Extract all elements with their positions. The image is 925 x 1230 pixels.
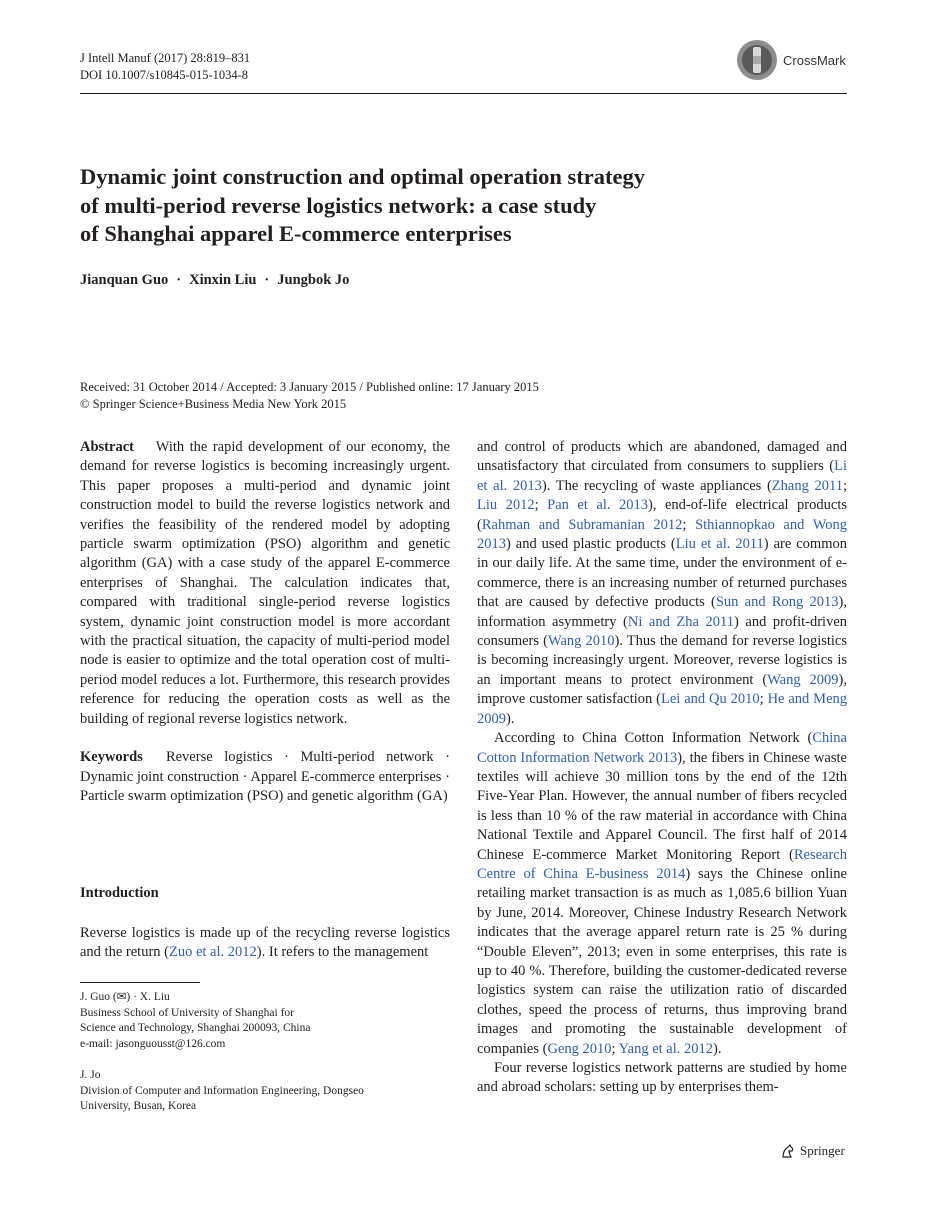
keywords-label: Keywords xyxy=(80,749,143,766)
author-list: Jianquan Guo · Xinxin Liu · Jungbok Jo xyxy=(80,272,350,288)
citation-link[interactable]: Wang 2009 xyxy=(767,671,839,688)
doi[interactable]: DOI 10.1007/s10845-015-1034-8 xyxy=(80,68,249,82)
citation-link[interactable]: Yang et al. 2012 xyxy=(618,1040,714,1057)
citation-link[interactable]: Rahman and Subramanian 2012 xyxy=(481,516,683,533)
introduction-heading: Introduction xyxy=(80,885,159,901)
abstract-label: Abstract xyxy=(80,439,134,455)
title-line-2: of multi-period reverse logistics network: a case study xyxy=(80,192,597,218)
abstract-text: With the rapid development of our economy, the demand for reverse logistics is becoming increasingly urgent. This paper proposes a multi-period and dynamic joint construction model to build the reverse logistics network and verifies the feasibility of the rendered model by adopting particle swarm optimization (PSO) algorithm and genetic algorithm (GA) with a case study of the apparel E-commerce enterprises of Shanghai. The calculation indicates that, compared with traditional single-period reverse logistics system, dynamic joint construction model is more accordant with the practical situation, the capacity of multi-period model node is easier to optimize and the total operation cost of multi-period model reduces a lot. Furthermore, this research provides reference for reducing the operation costs as well as the building of regional reverse logistics network. xyxy=(80,439,450,727)
body-paragraph-1: and control of products which are abandoned, damaged and unsatisfactory that circulated from consumers to suppliers (Li et al. 2013). The recycling of waste appliances (Zhang 2011; Liu 2012; Pan et al. 2013), end-of-life electrical products (Rahman and Subramanian 2012; Sthiannopkao and Wong 2013) and used plastic products (Liu et al. 2011) are common in our daily life. At the same time, under the environment of e-commerce, there is an increasing number of returned purchases that are caused by defective products (Sun and Rong 2013), information asymmetry (Ni and Zha 2011) and profit-driven consumers (Wang 2010). Thus the demand for reverse logistics is becoming increasingly urgent. Moreover, reverse logistics is an important means to protect environment (Wang 2009), improve customer satisfaction (Lei and Qu 2010; He and Meng 2009). xyxy=(477,439,848,727)
citation-link[interactable]: Liu et al. 2011 xyxy=(675,536,764,553)
footnote-rule xyxy=(80,982,200,983)
journal-citation xyxy=(80,50,250,84)
crossmark-badge[interactable] xyxy=(735,38,846,82)
publication-dates xyxy=(80,379,539,412)
publisher-name: Springer xyxy=(800,1143,845,1158)
abstract-paragraph xyxy=(80,438,450,729)
keywords-paragraph xyxy=(80,748,450,806)
citation-link[interactable]: Lei and Qu 2010 xyxy=(661,691,760,708)
header-rule xyxy=(80,93,847,94)
right-column xyxy=(477,438,847,1098)
paper-title xyxy=(80,163,760,249)
journal-volume: J Intell Manuf (2017) 28:819–831 xyxy=(80,51,251,65)
citation-link[interactable]: Sthiannopkao and Wong 2013 xyxy=(477,516,847,553)
author-name: Xinxin Liu xyxy=(189,272,257,288)
affiliation-1: J. Guo (✉) · X. Liu Business School of University of Shanghai for Science and Technology, Shanghai 200093, China e-mail: jasonguousst@126.com xyxy=(80,990,440,1052)
citation-link[interactable]: He and Meng 2009 xyxy=(477,691,848,727)
received-accepted-dates: Received: 31 October 2014 / Accepted: 3 January 2015 / Published online: 17 January 2015 xyxy=(80,380,539,394)
citation-link[interactable]: Liu 2012 xyxy=(477,497,535,514)
citation-link[interactable]: Ni and Zha 2011 xyxy=(627,613,735,630)
citation-link[interactable]: China Cotton Information Network 2013 xyxy=(477,730,847,766)
springer-horse-icon xyxy=(780,1143,796,1159)
citation-link[interactable]: Wang 2010 xyxy=(547,633,615,650)
title-line-1: Dynamic joint construction and optimal operation strategy xyxy=(80,164,645,189)
crossmark-label: CrossMark xyxy=(783,52,846,68)
author-name: Jungbok Jo xyxy=(277,272,350,288)
keywords-text: Reverse logistics · Multi-period network · Dynamic joint construction · Apparel E-commerce enterprises · Particle swarm optimization (PSO) and genetic algorithm (GA) xyxy=(80,749,451,804)
author-email[interactable]: e-mail: jasonguousst@126.com xyxy=(80,1037,226,1050)
introduction-paragraph: Reverse logistics is made up of the recycling reverse logistics and the return (Zuo et al. 2012). It refers to the management xyxy=(80,925,450,961)
crossmark-icon xyxy=(735,38,779,82)
publisher-footer xyxy=(780,1143,845,1159)
author-name: Jianquan Guo xyxy=(80,272,169,288)
body-paragraph-2: According to China Cotton Information Network (China Cotton Information Network 2013), the fibers in Chinese waste textiles will achieve 30 million tons by the end of the 12th Five-Year Plan. However, the annual number of fibers recycled is less than 10 % of the raw material in accordance with China National Textile and Apparel Council. The first half of 2014 Chinese E-commerce Market Monitoring Report (Research Centre of China E-business 2014) says the Chinese online retailing market transaction is as much as 1,085.6 billion Yuan by June, 2014. Moreover, Chinese Industry Research Network indicates that the average apparel return rate is 25 % during “Double Eleven”, 2013; even in some enterprises, this rate is up to 40 %. Therefore, building the customer-dedicated reverse logistics system can raise the utilization ratio of discarded clothes, speed the process of returns, thus improving brand images and promoting the sustainable development of companies (Geng 2010; Yang et al. 2012). xyxy=(477,730,847,1057)
citation-link[interactable]: Geng 2010 xyxy=(547,1040,612,1057)
body-paragraph-3: Four reverse logistics network patterns are studied by home and abroad scholars: setting up by enterprises them- xyxy=(477,1060,847,1096)
citation-link[interactable]: Sun and Rong 2013 xyxy=(715,594,839,611)
affiliation-2: J. Jo Division of Computer and Information Engineering, Dongseo University, Busan, Korea xyxy=(80,1069,364,1112)
citation-link[interactable]: Zhang 2011 xyxy=(771,477,843,494)
copyright-notice: © Springer Science+Business Media New York 2015 xyxy=(80,396,347,411)
abstract-section xyxy=(80,438,450,806)
title-line-3: of Shanghai apparel E-commerce enterprises xyxy=(80,221,512,246)
citation-link[interactable]: Zuo et al. 2012 xyxy=(168,944,257,961)
citation-link[interactable]: Pan et al. 2013 xyxy=(547,497,648,514)
citation-link[interactable]: Research Centre of China E-business 2014 xyxy=(477,846,847,882)
citation-link[interactable]: Li et al. 2013 xyxy=(477,458,847,494)
